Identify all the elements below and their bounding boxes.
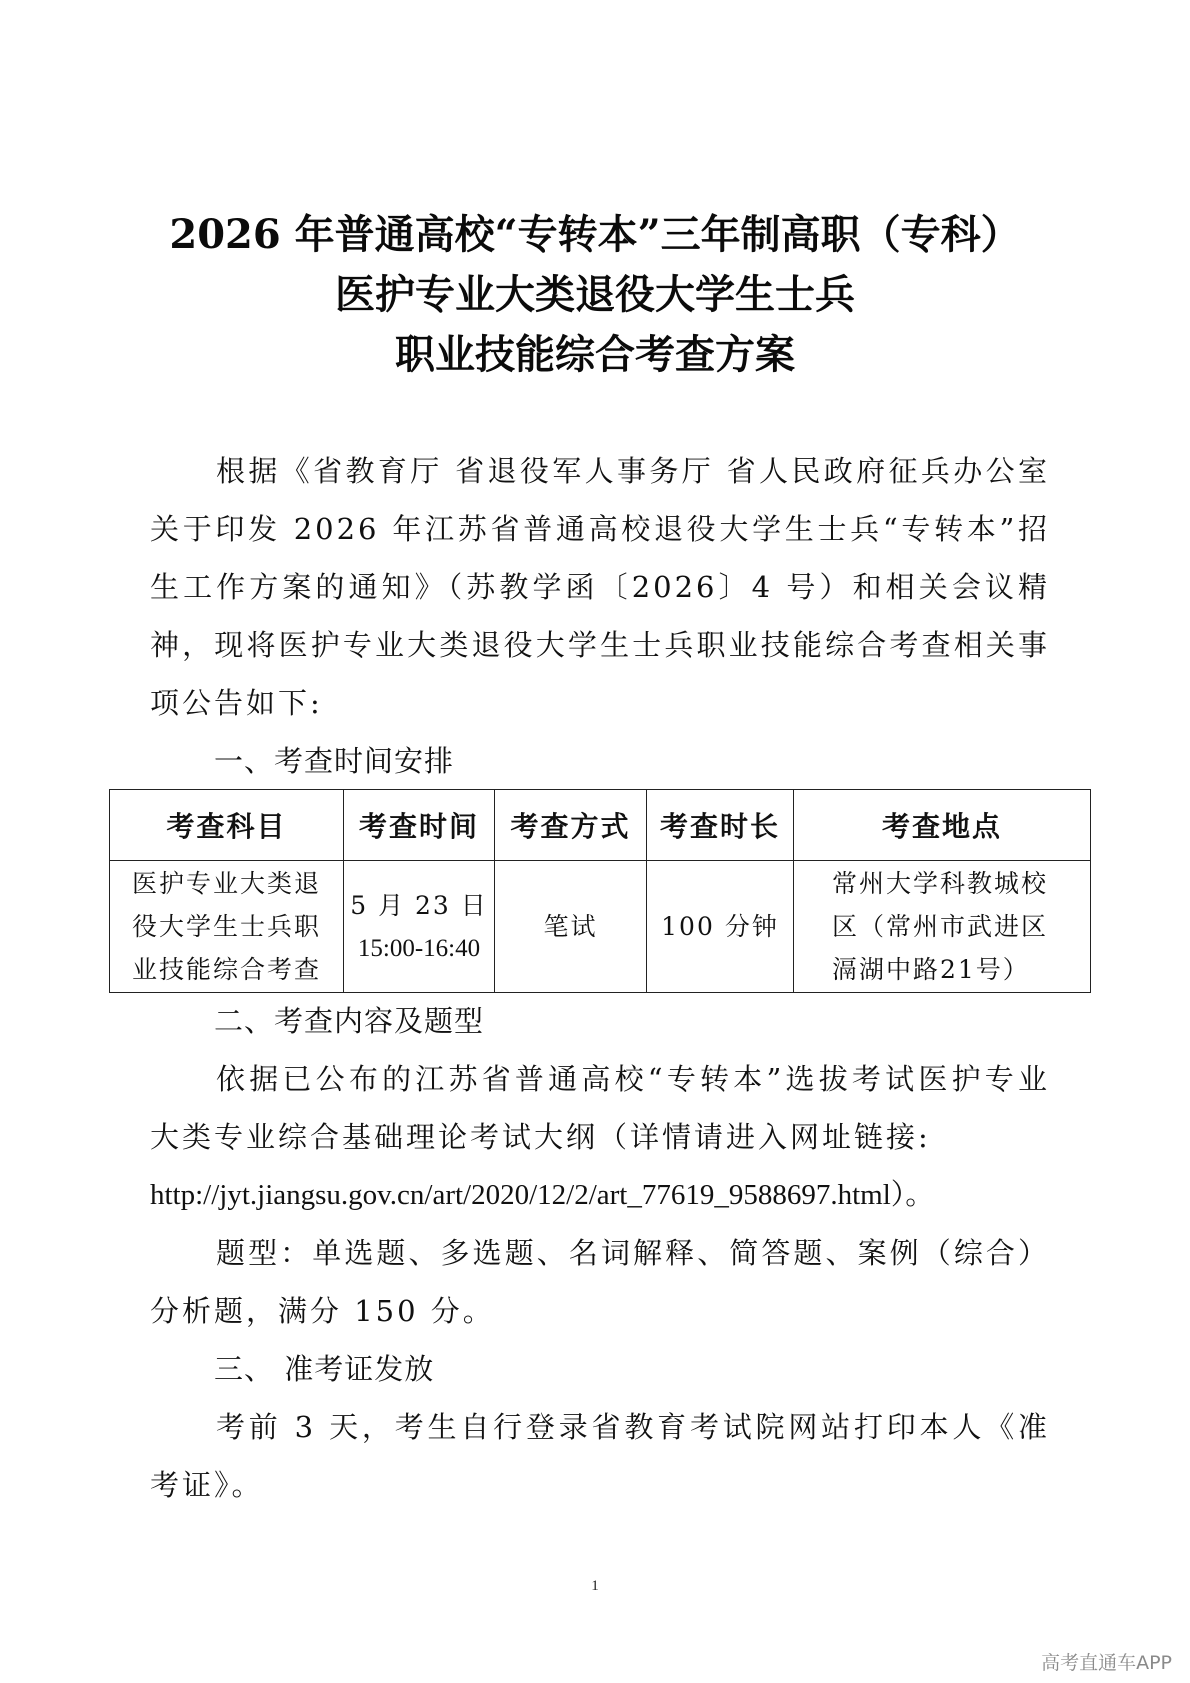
table-header-row — [110, 790, 1091, 861]
header-subject: 考查科目 — [110, 790, 344, 861]
document-body-continued — [150, 992, 1050, 1514]
cell-location — [794, 861, 1091, 993]
section-2-heading: 二、考查内容及题型 — [214, 1004, 485, 1038]
section-2-paragraph-2: 题型：单选题、多选题、名词解释、简答题、案例（综合）分析题，满分 150 分。 — [150, 1236, 1050, 1328]
title-line-3: 职业技能综合考查方案 — [395, 331, 795, 378]
title-line-1: 2026 年普通高校“专转本”三年制高职（专科） — [169, 211, 1021, 258]
section-2-paragraph-1: 依据已公布的江苏省普通高校“专转本”选拔考试医护专业大类专业综合基础理论考试大纲（详情请进入网址链接: — [150, 1062, 1050, 1154]
cell-time — [344, 861, 495, 993]
section-1-heading: 一、考查时间安排 — [214, 744, 455, 778]
header-location: 考查地点 — [794, 790, 1091, 861]
location-text: 常州大学科教城校区（常州市武进区滆湖中路21号） — [832, 869, 1049, 984]
table-row — [110, 861, 1091, 993]
syllabus-url: http://jyt.jiangsu.gov.cn/art/2020/12/2/art_77619_9588697.html）。 — [150, 1179, 935, 1211]
intro-paragraph: 根据《省教育厅 省退役军人事务厅 省人民政府征兵办公室关于印发 2026 年江苏省普通高校退役大学生士兵“专转本”招生工作方案的通知》（苏教学函〔2026〕4 号）和相关会议精神，现将医护专业大类退役大学生士兵职业技能综合考查相关事项公告如下: — [150, 454, 1050, 720]
cell-method: 笔试 — [495, 861, 647, 993]
exam-schedule-table — [109, 789, 1091, 993]
section-3-paragraph: 考前 3 天，考生自行登录省教育考试院网站打印本人《准考证》。 — [150, 1410, 1050, 1502]
document-title — [0, 205, 1190, 385]
header-time: 考查时间 — [344, 790, 495, 861]
subject-text: 医护专业大类退役大学生士兵职业技能综合考查 — [131, 869, 321, 984]
time-date: 5 月 23 日 — [350, 890, 488, 920]
cell-duration: 100 分钟 — [647, 861, 794, 993]
title-line-2: 医护专业大类退役大学生士兵 — [335, 271, 855, 318]
header-method: 考查方式 — [495, 790, 647, 861]
time-range: 15:00-16:40 — [357, 934, 481, 962]
page-number: 1 — [591, 1578, 599, 1594]
watermark: 高考直通车APP — [1041, 1652, 1172, 1674]
document-body — [150, 442, 1050, 790]
section-3-heading: 三、 准考证发放 — [214, 1352, 435, 1386]
cell-subject — [110, 861, 344, 993]
header-duration: 考查时长 — [647, 790, 794, 861]
